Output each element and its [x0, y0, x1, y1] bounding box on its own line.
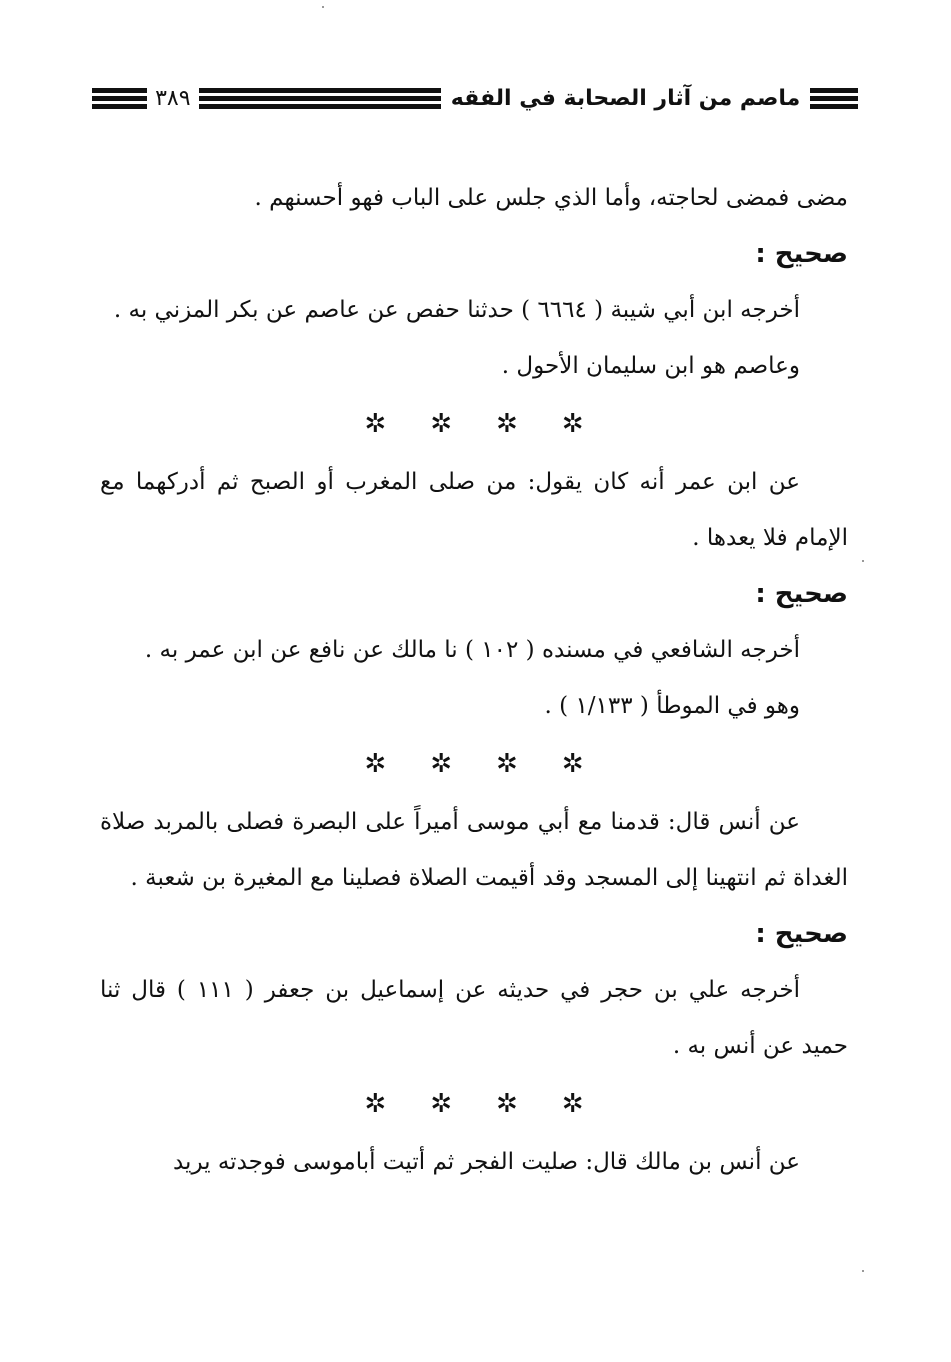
star-ornament-icon: ✲ [561, 409, 584, 439]
body-paragraph: عن ابن عمر أنه كان يقول: من صلى المغرب أو الصبح ثم أدركهما مع الإمام فلا يعدها . [100, 469, 848, 551]
star-ornament-icon: ✲ [430, 1089, 452, 1119]
running-header [92, 80, 858, 116]
body-paragraph: عن أنس بن مالك قال: صليت الفجر ثم أتيت أباموسى فوجدته يريد [172, 1149, 800, 1175]
section-separator [100, 394, 848, 454]
section-separator [100, 734, 848, 794]
body-paragraph: وعاصم هو ابن سليمان الأحول . [501, 353, 800, 379]
grading-heading: صحيح : [755, 579, 848, 609]
section-separator [100, 1074, 848, 1134]
star-ornament-icon: ✲ [364, 749, 387, 779]
header-rule-right [810, 88, 858, 109]
scan-dot [862, 1270, 864, 1272]
body-paragraph: وهو في الموطأ ( ١/١٣٣ ) . [544, 693, 800, 719]
scan-dot [322, 6, 324, 8]
grading-heading: صحيح : [755, 919, 848, 949]
page-body [100, 170, 848, 1190]
header-title: ماصم من آثار الصحابة في الفقه [450, 85, 801, 111]
star-ornament-icon: ✲ [364, 1089, 387, 1119]
body-paragraph: مضى فمضى لحاجته، وأما الذي جلس على الباب فهو أحسنهم . [254, 185, 848, 211]
body-paragraph: أخرجه علي بن حجر في حديثه عن إسماعيل بن جعفر ( ١١١ ) قال ثنا حميد عن أنس به . [100, 977, 848, 1059]
star-ornament-icon: ✲ [561, 749, 584, 779]
body-paragraph: أخرجه ابن أبي شيبة ( ٦٦٦٤ ) حدثنا حفص عن عاصم عن بكر المزني به . [113, 297, 800, 323]
star-ornament-icon: ✲ [496, 749, 518, 779]
star-ornament-icon: ✲ [496, 409, 518, 439]
grading-heading: صحيح : [755, 239, 848, 269]
star-ornament-icon: ✲ [430, 409, 452, 439]
star-ornament-icon: ✲ [364, 409, 387, 439]
body-paragraph: أخرجه الشافعي في مسنده ( ١٠٢ ) نا مالك عن نافع عن ابن عمر به . [144, 637, 800, 663]
star-ornament-icon: ✲ [561, 1089, 584, 1119]
star-ornament-icon: ✲ [496, 1089, 518, 1119]
header-rule-middle [199, 88, 441, 109]
scan-dot [862, 560, 864, 562]
page-number: ٣٨٩ [155, 85, 191, 111]
body-paragraph: عن أنس قال: قدمنا مع أبي موسى أميراً على البصرة فصلى بالمربد صلاة الغداة ثم انتهينا إلى المسجد وقد أقيمت الصلاة فصلينا مع المغيرة بن شعبة . [100, 809, 848, 891]
header-rule-left [92, 88, 147, 109]
star-ornament-icon: ✲ [430, 749, 452, 779]
